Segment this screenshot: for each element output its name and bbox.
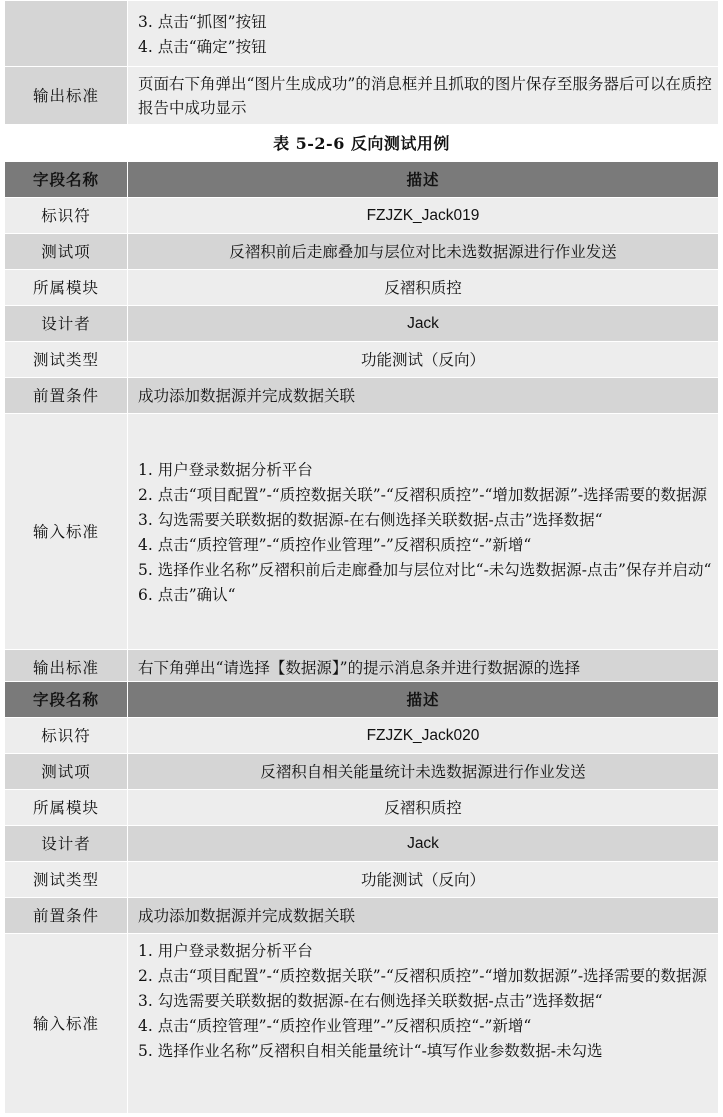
identifier-value: FZJZK_Jack019: [128, 198, 719, 234]
step-item: 6. 点击”确认“: [138, 586, 236, 604]
module-label: 所属模块: [5, 270, 128, 306]
row-test-type: [5, 342, 719, 378]
table-header-row: [5, 682, 719, 718]
identifier-value: FZJZK_Jack020: [128, 718, 719, 754]
prev-output-text: 页面右下角弹出“图片生成成功”的消息框并且抓取的图片保存至服务器后可以在质控报告中成功显示: [128, 67, 719, 125]
output-label: 输出标准: [5, 650, 128, 686]
step-item: 4. 点击“确定”按钮: [138, 38, 267, 56]
input-label: 输入标准: [5, 414, 128, 650]
test-type-label: 测试类型: [5, 342, 128, 378]
precondition-value: 成功添加数据源并完成数据关联: [128, 898, 719, 934]
test-item-label: 测试项: [5, 754, 128, 790]
row-test-item: [5, 234, 719, 270]
test-case-table-2: [4, 681, 719, 1114]
header-field-name: 字段名称: [5, 162, 128, 198]
designer-value: Jack: [128, 306, 719, 342]
designer-value: Jack: [128, 826, 719, 862]
step-item: 1. 用户登录数据分析平台: [138, 942, 313, 960]
input-steps: [128, 934, 719, 1114]
prev-input-label: [5, 1, 128, 67]
module-value: 反褶积质控: [128, 270, 719, 306]
step-item: 4. 点击“质控管理”-“质控作业管理”-”反褶积质控“-”新增“: [138, 1017, 532, 1035]
row-designer: [5, 306, 719, 342]
prev-output-row: [5, 67, 719, 125]
precondition-label: 前置条件: [5, 898, 128, 934]
step-item: 3. 勾选需要关联数据的数据源-在右侧选择关联数据-点击”选择数据“: [138, 992, 603, 1010]
test-item-value: 反褶积前后走廊叠加与层位对比未选数据源进行作业发送: [128, 234, 719, 270]
precondition-label: 前置条件: [5, 378, 128, 414]
row-input: [5, 934, 719, 1114]
module-label: 所属模块: [5, 790, 128, 826]
row-designer: [5, 826, 719, 862]
input-label: 输入标准: [5, 934, 128, 1114]
step-item: 2. 点击“项目配置”-“质控数据关联”-“反褶积质控”-“增加数据源”-选择需要的数据源: [138, 967, 708, 985]
row-input: [5, 414, 719, 650]
precondition-value: 成功添加数据源并完成数据关联: [128, 378, 719, 414]
module-value: 反褶积质控: [128, 790, 719, 826]
output-value: 右下角弹出“请选择【数据源】”的提示消息条并进行数据源的选择: [128, 650, 719, 686]
row-module: [5, 270, 719, 306]
step-item: 4. 点击“质控管理”-“质控作业管理”-”反褶积质控“-”新增“: [138, 536, 532, 554]
row-test-type: [5, 862, 719, 898]
step-item: 3. 点击“抓图”按钮: [138, 13, 267, 31]
prev-output-label: 输出标准: [5, 67, 128, 125]
row-test-item: [5, 754, 719, 790]
row-module: [5, 790, 719, 826]
test-type-value: 功能测试（反向）: [128, 862, 719, 898]
step-item: 3. 勾选需要关联数据的数据源-在右侧选择关联数据-点击”选择数据“: [138, 511, 603, 529]
prev-case-table: [4, 0, 719, 125]
row-precondition: [5, 898, 719, 934]
designer-label: 设计者: [5, 826, 128, 862]
step-item: 2. 点击“项目配置”-“质控数据关联”-“反褶积质控”-“增加数据源”-选择需要的数据源: [138, 486, 708, 504]
step-item: 1. 用户登录数据分析平台: [138, 461, 313, 479]
designer-label: 设计者: [5, 306, 128, 342]
prev-steps-cell: [128, 1, 719, 67]
test-case-table-1: [4, 161, 719, 686]
header-field-name: 字段名称: [5, 682, 128, 718]
row-identifier: [5, 198, 719, 234]
test-item-value: 反褶积自相关能量统计未选数据源进行作业发送: [128, 754, 719, 790]
row-identifier: [5, 718, 719, 754]
table-header-row: [5, 162, 719, 198]
step-item: 5. 选择作业名称”反褶积自相关能量统计“-填写作业参数数据-未勾选: [138, 1042, 603, 1060]
identifier-label: 标识符: [5, 198, 128, 234]
prev-steps-row: [5, 1, 719, 67]
test-type-label: 测试类型: [5, 862, 128, 898]
identifier-label: 标识符: [5, 718, 128, 754]
header-description: 描述: [128, 162, 719, 198]
test-type-value: 功能测试（反向）: [128, 342, 719, 378]
input-steps: [128, 414, 719, 650]
table-caption: 表 5-2-6 反向测试用例: [273, 134, 450, 153]
header-description: 描述: [128, 682, 719, 718]
test-item-label: 测试项: [5, 234, 128, 270]
step-item: 5. 选择作业名称”反褶积前后走廊叠加与层位对比“-未勾选数据源-点击”保存并启动“: [138, 561, 712, 579]
row-precondition: [5, 378, 719, 414]
